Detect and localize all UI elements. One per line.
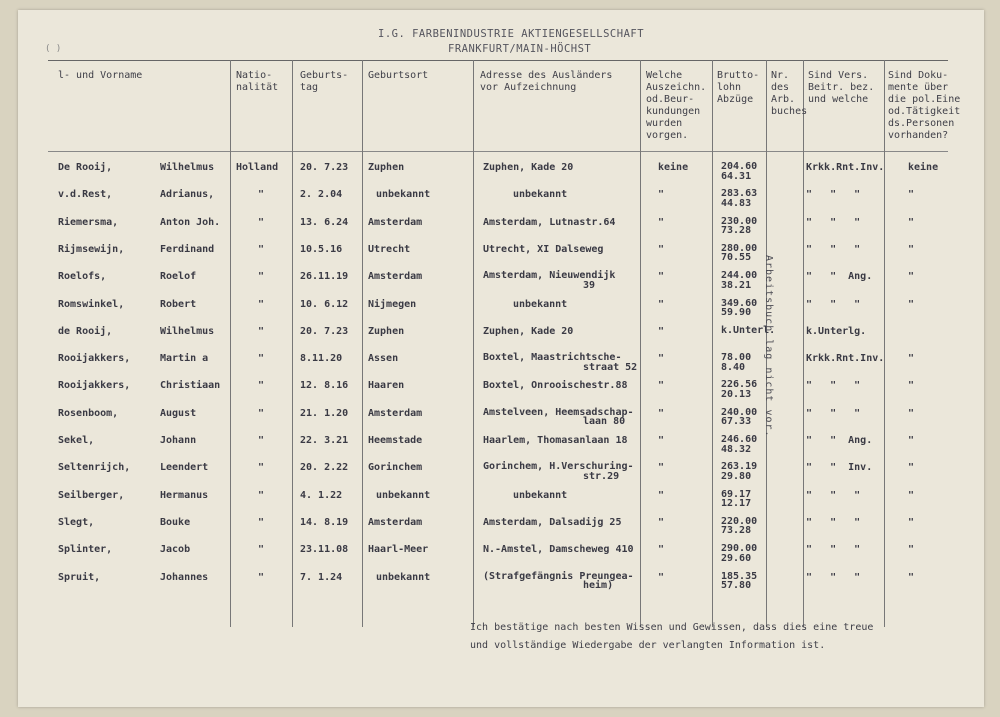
address-line: Boxtel, Maastrichtsche- bbox=[483, 352, 622, 364]
address-cell: Amsterdam, Lutnastr.64 bbox=[483, 216, 616, 228]
nationality-cell: " bbox=[258, 435, 265, 446]
address-line: (Strafgefängnis Preungea- bbox=[483, 570, 634, 582]
gross-value: 246.60 bbox=[721, 434, 758, 445]
surname-cell: Seltenrijch, bbox=[58, 462, 131, 474]
table-row bbox=[18, 517, 984, 541]
table-header-rule bbox=[48, 151, 948, 152]
address-continuation: 39 bbox=[583, 279, 596, 291]
birthdate-cell: 14. 8.19 bbox=[300, 516, 349, 528]
col-header-workbook: Nr. des Arb. buches bbox=[771, 70, 808, 117]
firstname-cell: Martin a bbox=[160, 353, 209, 365]
nationality-cell: " bbox=[258, 353, 265, 365]
col-header-insurance: Sind Vers. Beitr. bez. und welche bbox=[808, 70, 875, 105]
birthdate-cell: 8.11.20 bbox=[300, 353, 343, 365]
gross-value: 290.00 bbox=[721, 543, 758, 555]
address-cell: Amsterdam, Dalsadijg 25 bbox=[483, 516, 622, 528]
gross-value: 69.17 bbox=[721, 488, 752, 500]
records-cell: " bbox=[658, 544, 665, 556]
nationality-cell: " bbox=[258, 407, 265, 419]
documents-cell: " bbox=[908, 544, 915, 556]
insurance-cell: " " " bbox=[806, 216, 861, 228]
deduction-value: 48.32 bbox=[721, 443, 752, 455]
gross-wage-cell bbox=[721, 299, 757, 318]
insurance-cell: " " Ang. bbox=[806, 435, 873, 446]
col-header-birthplace: Geburtsort bbox=[368, 70, 429, 81]
insurance-cell: " " " bbox=[806, 544, 861, 556]
birthplace-cell: Zuphen bbox=[368, 325, 405, 337]
company-location: FRANKFURT/MAIN-HÖCHST bbox=[448, 43, 592, 55]
deduction-value: 44.83 bbox=[721, 197, 752, 209]
deduction-value: 20.13 bbox=[721, 388, 752, 400]
records-cell: " bbox=[658, 216, 665, 228]
gross-wage-cell bbox=[721, 517, 757, 536]
table-row bbox=[18, 544, 984, 568]
col-header-wage: Brutto- lohn Abzüge bbox=[717, 70, 760, 105]
surname-cell: Roelofs, bbox=[58, 271, 107, 283]
address-cell bbox=[483, 271, 615, 290]
gross-value: 280.00 bbox=[721, 242, 758, 254]
birthdate-cell: 20. 2.22 bbox=[300, 462, 349, 474]
gross-value: 220.00 bbox=[721, 515, 758, 527]
table-row bbox=[18, 572, 984, 596]
gross-value: 283.63 bbox=[721, 188, 758, 200]
records-cell: " bbox=[658, 516, 665, 528]
firstname-cell: Wilhelmus bbox=[160, 325, 215, 337]
records-cell: " bbox=[658, 189, 665, 201]
documents-cell: " bbox=[908, 435, 915, 446]
birthdate-cell: 10. 6.12 bbox=[300, 298, 349, 310]
firstname-cell: Johann bbox=[160, 435, 197, 446]
gross-wage-cell bbox=[721, 572, 757, 591]
corner-mark: ( ) bbox=[45, 44, 62, 54]
table-row bbox=[18, 380, 984, 404]
gross-wage-cell bbox=[721, 189, 757, 208]
insurance-cell: " " Inv. bbox=[806, 462, 873, 474]
birthplace-cell: Amsterdam bbox=[368, 271, 423, 283]
address-line: Amstelveen, Heemsadschap- bbox=[483, 406, 634, 418]
nationality-cell: " bbox=[258, 298, 265, 310]
records-cell: " bbox=[658, 298, 665, 310]
deduction-value: 73.28 bbox=[721, 525, 752, 537]
insurance-cell: " " " bbox=[806, 516, 861, 528]
deduction-value: 64.31 bbox=[721, 170, 752, 182]
gross-value: 204.60 bbox=[721, 161, 758, 172]
deduction-value: 8.40 bbox=[721, 361, 746, 373]
address-cell: unbekannt bbox=[513, 189, 568, 201]
table-row bbox=[18, 462, 984, 486]
gross-value: 185.35 bbox=[721, 570, 758, 582]
gross-wage-cell bbox=[721, 435, 757, 454]
documents-cell: " bbox=[908, 489, 915, 501]
birthdate-cell: 26.11.19 bbox=[300, 271, 349, 283]
surname-cell: Riemersma, bbox=[58, 216, 119, 228]
gross-wage-cell bbox=[721, 462, 757, 481]
documents-cell: " bbox=[908, 298, 915, 310]
gross-value: k.Unterl. bbox=[721, 324, 776, 336]
birthplace-cell: unbekannt bbox=[376, 189, 431, 201]
address-continuation: laan 80 bbox=[583, 416, 626, 428]
documents-cell: " bbox=[908, 243, 915, 255]
gross-wage-cell bbox=[721, 408, 757, 427]
birthdate-cell: 13. 6.24 bbox=[300, 216, 349, 228]
table-row bbox=[18, 435, 984, 459]
address-cell: Zuphen, Kade 20 bbox=[483, 162, 574, 173]
gross-value: 230.00 bbox=[721, 215, 758, 227]
deduction-value: 57.80 bbox=[721, 580, 752, 591]
records-cell: " bbox=[658, 325, 665, 337]
table-row bbox=[18, 162, 984, 186]
documents-cell: " bbox=[908, 571, 915, 583]
col-header-records: Welche Auszeichn. od.Beur- kundungen wurden vorgen. bbox=[646, 70, 707, 141]
firstname-cell: August bbox=[160, 407, 197, 419]
table-row bbox=[18, 244, 984, 268]
nationality-cell: " bbox=[258, 544, 265, 556]
birthplace-cell: Heemstade bbox=[368, 435, 423, 446]
firstname-cell: Adrianus, bbox=[160, 189, 215, 201]
surname-cell: Sekel, bbox=[58, 435, 95, 446]
gross-value: 240.00 bbox=[721, 406, 758, 418]
birthdate-cell: 23.11.08 bbox=[300, 544, 349, 556]
gross-value: 263.19 bbox=[721, 461, 758, 473]
deduction-value: 70.55 bbox=[721, 252, 752, 264]
surname-cell: Spruit, bbox=[58, 571, 101, 583]
attestation-line-2: und vollständige Wiedergabe der verlangten Information ist. bbox=[470, 640, 826, 651]
birthdate-cell: 22. 3.21 bbox=[300, 435, 349, 446]
records-cell: " bbox=[658, 435, 665, 446]
deduction-value: 73.28 bbox=[721, 225, 752, 237]
deduction-value: 67.33 bbox=[721, 416, 752, 428]
birthplace-cell: Haarl-Meer bbox=[368, 544, 429, 556]
insurance-cell: k.Unterlg. bbox=[806, 325, 867, 337]
workbook-note: Arbeitsbuch lag nicht vor. bbox=[763, 255, 774, 438]
firstname-cell: Hermanus bbox=[160, 489, 209, 501]
birthplace-cell: Zuphen bbox=[368, 162, 405, 173]
surname-cell: Rooijakkers, bbox=[58, 353, 131, 365]
surname-cell: de Rooij, bbox=[58, 325, 113, 337]
gross-value: 244.00 bbox=[721, 270, 758, 282]
birthdate-cell: 21. 1.20 bbox=[300, 407, 349, 419]
firstname-cell: Roelof bbox=[160, 271, 197, 283]
address-line: Gorinchem, H.Verschuring- bbox=[483, 461, 634, 473]
surname-cell: Splinter, bbox=[58, 544, 113, 556]
firstname-cell: Christiaan bbox=[160, 380, 221, 392]
attestation-line-1: Ich bestätige nach besten Wissen und Gewissen, dass dies eine treue bbox=[470, 622, 874, 633]
birthplace-cell: Haaren bbox=[368, 380, 405, 392]
documents-cell: " bbox=[908, 516, 915, 528]
birthdate-cell: 20. 7.23 bbox=[300, 162, 349, 173]
table-row bbox=[18, 408, 984, 432]
address-cell bbox=[483, 572, 634, 591]
address-cell bbox=[483, 408, 634, 427]
birthplace-cell: Amsterdam bbox=[368, 407, 423, 419]
gross-wage-cell bbox=[721, 380, 757, 399]
birthplace-cell: Assen bbox=[368, 353, 399, 365]
documents-cell: " bbox=[908, 189, 915, 201]
gross-value: 78.00 bbox=[721, 352, 752, 364]
records-cell: " bbox=[658, 571, 665, 583]
col-header-name: l- und Vorname bbox=[58, 70, 143, 81]
firstname-cell: Robert bbox=[160, 298, 197, 310]
gross-wage-cell bbox=[721, 217, 757, 236]
table-row bbox=[18, 353, 984, 377]
col-header-address: Adresse des Ausländers vor Aufzeichnung bbox=[480, 70, 613, 93]
birthplace-cell: unbekannt bbox=[376, 571, 431, 583]
nationality-cell: " bbox=[258, 189, 265, 201]
company-name: I.G. FARBENINDUSTRIE AKTIENGESELLSCHAFT bbox=[378, 28, 645, 40]
gross-value: 349.60 bbox=[721, 297, 758, 309]
table-row bbox=[18, 299, 984, 323]
surname-cell: Slegt, bbox=[58, 516, 95, 528]
surname-cell: Rijmsewijn, bbox=[58, 243, 125, 255]
table-row bbox=[18, 189, 984, 213]
gross-value: 226.56 bbox=[721, 379, 758, 391]
gross-wage-cell bbox=[721, 353, 751, 372]
deduction-value: 12.17 bbox=[721, 498, 752, 510]
gross-wage-cell bbox=[721, 244, 757, 263]
address-cell: Haarlem, Thomasanlaan 18 bbox=[483, 435, 628, 446]
records-cell: " bbox=[658, 489, 665, 501]
firstname-cell: Johannes bbox=[160, 571, 209, 583]
insurance-cell: Krkk.Rnt.Inv. bbox=[806, 353, 885, 365]
surname-cell: Rooijakkers, bbox=[58, 380, 131, 392]
address-line: Amsterdam, Nieuwendijk bbox=[483, 270, 616, 282]
records-cell: " bbox=[658, 243, 665, 255]
insurance-cell: " " " bbox=[806, 489, 861, 501]
address-continuation: straat 52 bbox=[583, 361, 638, 373]
address-cell: Utrecht, XI Dalseweg bbox=[483, 243, 604, 255]
gross-wage-cell bbox=[721, 490, 751, 509]
address-cell bbox=[483, 462, 634, 481]
table-top-rule bbox=[48, 60, 948, 61]
col-header-birthdate: Geburts- tag bbox=[300, 70, 349, 93]
firstname-cell: Bouke bbox=[160, 516, 191, 528]
insurance-cell: Krkk.Rnt.Inv. bbox=[806, 162, 885, 173]
col-header-nationality: Natio- nalität bbox=[236, 70, 279, 93]
nationality-cell: " bbox=[258, 462, 265, 474]
deduction-value: 38.21 bbox=[721, 279, 752, 291]
firstname-cell: Ferdinand bbox=[160, 243, 215, 255]
table-row bbox=[18, 326, 984, 350]
records-cell: " bbox=[658, 380, 665, 392]
nationality-cell: " bbox=[258, 325, 265, 337]
address-cell: unbekannt bbox=[513, 298, 568, 310]
nationality-cell: " bbox=[258, 380, 265, 392]
address-cell: unbekannt bbox=[513, 489, 568, 501]
address-cell: Zuphen, Kade 20 bbox=[483, 325, 574, 337]
insurance-cell: " " " bbox=[806, 243, 861, 255]
deduction-value: 29.60 bbox=[721, 552, 752, 564]
documents-cell: " bbox=[908, 462, 915, 474]
documents-cell: " bbox=[908, 380, 915, 392]
birthplace-cell: Amsterdam bbox=[368, 516, 423, 528]
birthplace-cell: Nijmegen bbox=[368, 298, 417, 310]
address-continuation: heim) bbox=[583, 580, 614, 591]
surname-cell: De Rooij, bbox=[58, 162, 113, 173]
firstname-cell: Anton Joh. bbox=[160, 216, 221, 228]
firstname-cell: Leendert bbox=[160, 462, 209, 474]
nationality-cell: " bbox=[258, 489, 265, 501]
documents-cell: keine bbox=[908, 162, 939, 173]
firstname-cell: Wilhelmus bbox=[160, 162, 215, 173]
nationality-cell: " bbox=[258, 216, 265, 228]
insurance-cell: " " Ang. bbox=[806, 271, 873, 283]
insurance-cell: " " " bbox=[806, 571, 861, 583]
birthdate-cell: 4. 1.22 bbox=[300, 489, 343, 501]
surname-cell: Rosenboom, bbox=[58, 407, 119, 419]
nationality-cell: " bbox=[258, 516, 265, 528]
address-cell bbox=[483, 353, 637, 372]
birthdate-cell: 20. 7.23 bbox=[300, 325, 349, 337]
birthplace-cell: Utrecht bbox=[368, 243, 411, 255]
birthplace-cell: Amsterdam bbox=[368, 216, 423, 228]
deduction-value: 29.80 bbox=[721, 470, 752, 482]
documents-cell: " bbox=[908, 216, 915, 228]
birthdate-cell: 12. 8.16 bbox=[300, 380, 349, 392]
nationality-cell: Holland bbox=[236, 162, 279, 173]
address-continuation: str.29 bbox=[583, 470, 620, 482]
col-header-documents: Sind Doku- mente über die pol.Eine od.Tätigkeit ds.Personen vorhanden? bbox=[888, 70, 961, 141]
records-cell: " bbox=[658, 353, 665, 365]
documents-cell: " bbox=[908, 353, 915, 365]
table-row bbox=[18, 490, 984, 514]
document-sheet bbox=[18, 10, 984, 707]
documents-cell: " bbox=[908, 271, 915, 283]
nationality-cell: " bbox=[258, 271, 265, 283]
nationality-cell: " bbox=[258, 571, 265, 583]
documents-cell: " bbox=[908, 407, 915, 419]
address-cell: N.-Amstel, Damscheweg 410 bbox=[483, 544, 634, 556]
birthdate-cell: 10.5.16 bbox=[300, 243, 343, 255]
deduction-value: 59.90 bbox=[721, 307, 752, 318]
records-cell: keine bbox=[658, 162, 689, 173]
records-cell: " bbox=[658, 462, 665, 474]
address-cell: Boxtel, Onrooischestr.88 bbox=[483, 380, 628, 392]
insurance-cell: " " " bbox=[806, 298, 861, 310]
birthdate-cell: 7. 1.24 bbox=[300, 571, 343, 583]
gross-wage-cell bbox=[721, 162, 757, 181]
surname-cell: v.d.Rest, bbox=[58, 189, 113, 201]
insurance-cell: " " " bbox=[806, 189, 861, 201]
records-cell: " bbox=[658, 271, 665, 283]
birthplace-cell: unbekannt bbox=[376, 489, 431, 501]
firstname-cell: Jacob bbox=[160, 544, 191, 556]
gross-wage-cell bbox=[721, 271, 757, 290]
nationality-cell: " bbox=[258, 243, 265, 255]
table-row bbox=[18, 217, 984, 241]
birthdate-cell: 2. 2.04 bbox=[300, 189, 343, 201]
insurance-cell: " " " bbox=[806, 407, 861, 419]
records-cell: " bbox=[658, 407, 665, 419]
surname-cell: Seilberger, bbox=[58, 489, 125, 501]
birthplace-cell: Gorinchem bbox=[368, 462, 423, 474]
insurance-cell: " " " bbox=[806, 380, 861, 392]
table-row bbox=[18, 271, 984, 295]
surname-cell: Romswinkel, bbox=[58, 298, 125, 310]
gross-wage-cell bbox=[721, 544, 757, 563]
